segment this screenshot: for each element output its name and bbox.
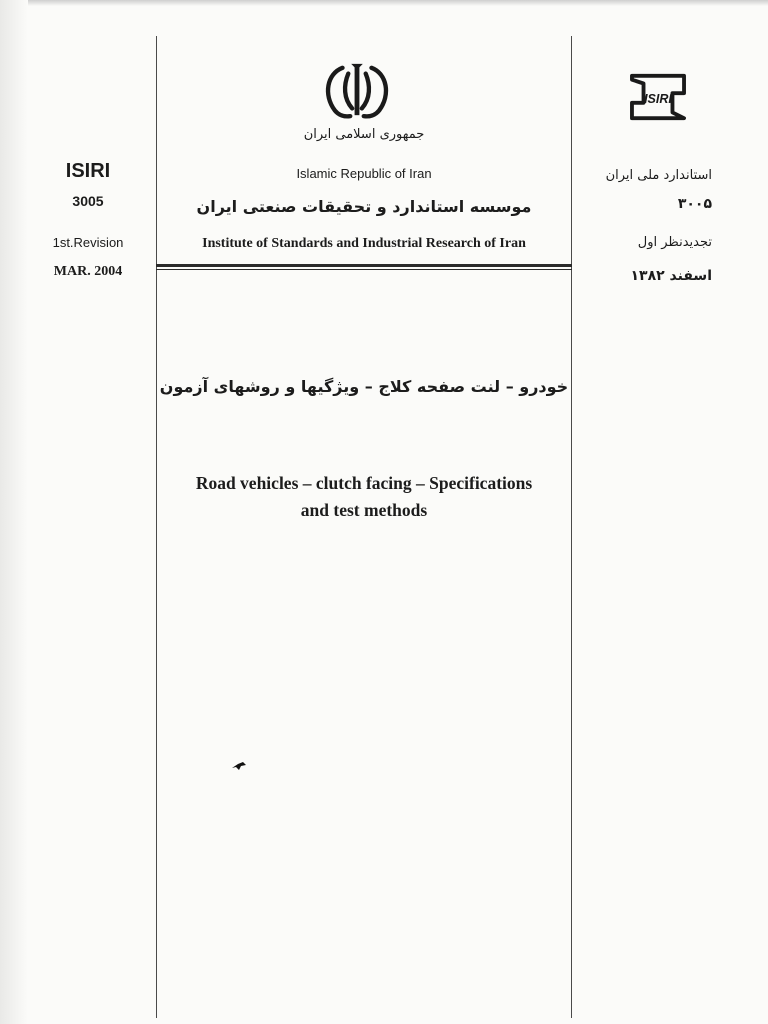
national-standard-label-fa: استاندارد ملی ایران (605, 168, 712, 183)
iran-emblem-icon (318, 62, 396, 120)
institute-name-fa: موسسه استاندارد و تحقیقات صنعتی ایران (196, 197, 532, 216)
standard-number: 3005 (72, 193, 104, 209)
standard-code: ISIRI (65, 160, 111, 182)
standard-number-fa: ۳۰۰۵ (677, 196, 712, 212)
page-top-edge (0, 0, 768, 6)
svg-text:ISIRI: ISIRI (644, 91, 672, 106)
revision-label: 1st.Revision (52, 235, 124, 250)
country-name-fa: جمهوری اسلامی ایران (303, 127, 425, 142)
country-name-en: Islamic Republic of Iran (296, 166, 432, 181)
document-title-en-line1: Road vehicles – clutch facing – Specifications (195, 473, 533, 493)
publication-date-fa: اسفند ۱۳۸۲ (630, 268, 712, 284)
document-title-en-line2: and test methods (300, 500, 428, 520)
header-divider (156, 264, 572, 267)
ink-mark (231, 761, 247, 771)
publication-date: MAR. 2004 (53, 264, 123, 279)
isiri-logo-icon (624, 70, 692, 124)
document-title-en (156, 470, 572, 524)
right-column-rule (571, 36, 572, 1018)
page-left-edge (0, 0, 28, 1024)
institute-name-en: Institute of Standards and Industrial Research of Iran (202, 236, 526, 251)
header-divider-thin (156, 269, 572, 270)
document-title-fa: خودرو – لنت صفحه کلاج – ویژگیها و روشهای آزمون (159, 377, 569, 396)
revision-label-fa: تجدیدنظر اول (637, 235, 712, 250)
left-column-rule (156, 36, 157, 1018)
